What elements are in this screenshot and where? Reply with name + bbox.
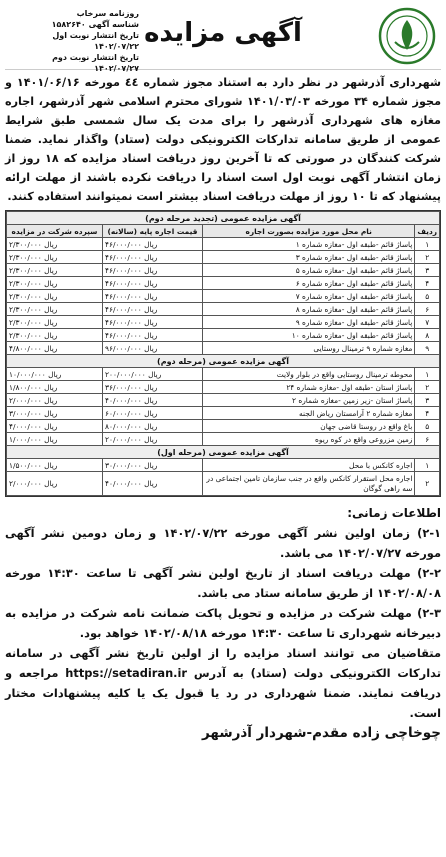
section-title-cell: آگهی مزایده عمومی (تجدید مرحله دوم) — [7, 212, 440, 225]
base-rent: ۶۰/۰۰۰/۰۰۰ ریال — [103, 407, 203, 420]
base-rent: ۴۰/۰۰۰/۰۰۰ ریال — [103, 472, 203, 496]
item-name: پاساژ قائم -طبقه اول -مغازه شماره ۷ — [203, 290, 415, 303]
deposit: ۴/۰۰۰/۰۰۰ ریال — [7, 420, 103, 433]
newspaper-name: روزنامه سرخاب — [76, 9, 139, 18]
ad-title: آگهی مزایده — [144, 18, 302, 48]
row-number: ۱ — [415, 368, 440, 381]
base-rent: ۳۰/۰۰۰/۰۰۰ ریال — [103, 459, 203, 472]
table-row — [7, 277, 440, 290]
intro-paragraph: شهرداری آذرشهر در نظر دارد به استناد مجوز شماره ٤٤ مورخه ۱۴۰۱/۰۶/۱۶ و مجوز شماره ۳۴ مورخه ۱۴۰۱/۰۳/۰۳ شورای محترم اسلامی شهر آذرشهر، اجاره مغازه های شهرداری آذرشهر را برای مدت یک سال شمسی طبق شرایط عمومی از طریق سامانه تدارکات الکترونیکی دولت (ستاد) واگذار نماید. ضمنا شرکت کنندگان در صورتی که تا آخرین روز دریافت اسناد مزایده که ۱۸ روز از زمان انتشار آگهی نوبت اول است اسناد را دریافت نکرده باشند از مهلت ارائه پیشنهاد که تا ۱۰ روز از مهلت دریافت اسناد بیشتر است نمیتوانند استفاده کنند. — [5, 76, 442, 203]
item-name: پاساژ قائم -طبقه اول -مغازه شماره ۵ — [203, 264, 415, 277]
table-row — [7, 472, 440, 496]
table-row — [7, 433, 440, 446]
item-name: اجاره محل استقرار کانکس واقع در جنب سازمان تامین اجتماعی در سه راهی گوگان — [203, 472, 415, 496]
item-name: پاساژ قائم -طبقه اول -مغازه شماره ۱۰ — [203, 329, 415, 342]
row-number: ۶ — [415, 303, 440, 316]
base-rent: ۴۶/۰۰۰/۰۰۰ ریال — [103, 238, 203, 251]
table-section-title — [7, 355, 440, 368]
table-row — [7, 303, 440, 316]
row-number: ۳ — [415, 394, 440, 407]
row-number: ۲ — [415, 381, 440, 394]
ad-header — [5, 4, 441, 73]
base-rent: ۸۰/۰۰۰/۰۰۰ ریال — [103, 420, 203, 433]
item-name: زمین مزروعی واقع در کوه ریوه — [203, 433, 415, 446]
base-rent: ۴۶/۰۰۰/۰۰۰ ریال — [103, 303, 203, 316]
deposit: ۲/۳۰۰/۰۰۰ ریال — [7, 303, 103, 316]
signature: چوخاچی زاده مقدم-شهردار آذرشهر — [202, 725, 441, 741]
deposit: ۴/۸۰۰/۰۰۰ ریال — [7, 342, 103, 355]
item-name: پاساژ استان -طبقه اول -مغازه شماره ۲۴ — [203, 381, 415, 394]
table-row — [7, 316, 440, 329]
deposit: ۲/۳۰۰/۰۰۰ ریال — [7, 329, 103, 342]
notes-section — [5, 503, 441, 723]
item-name: پاساژ قائم -طبقه اول -مغازه شماره ۶ — [203, 277, 415, 290]
item-name: پاساژ استان -زیر زمین -مغازه شماره ۲ — [203, 394, 415, 407]
column-header: قیمت اجاره پایه (سالانه) — [103, 225, 203, 238]
row-number: ۴ — [415, 407, 440, 420]
base-rent: ۴۶/۰۰۰/۰۰۰ ریال — [103, 264, 203, 277]
row-number: ۲ — [415, 251, 440, 264]
section-title-cell: آگهی مزایده عمومی (مرحله دوم) — [7, 355, 440, 368]
row-number: ۴ — [415, 277, 440, 290]
base-rent: ۴۶/۰۰۰/۰۰۰ ریال — [103, 277, 203, 290]
row-number: ۳ — [415, 264, 440, 277]
deposit: ۱۰/۰۰۰/۰۰۰ ریال — [7, 368, 103, 381]
deposit: ۲/۳۰۰/۰۰۰ ریال — [7, 290, 103, 303]
table-row — [7, 342, 440, 355]
deposit: ۳/۰۰۰/۰۰۰ ریال — [7, 407, 103, 420]
deposit: ۲/۳۰۰/۰۰۰ ریال — [7, 264, 103, 277]
deposit: ۲/۳۰۰/۰۰۰ ریال — [7, 277, 103, 290]
table-row — [7, 251, 440, 264]
base-rent: ۲۰۰/۰۰۰/۰۰۰ ریال — [103, 368, 203, 381]
row-number: ۸ — [415, 329, 440, 342]
item-name: باغ واقع در روستا قاضی جهان — [203, 420, 415, 433]
table-row — [7, 381, 440, 394]
base-rent: ۴۰/۰۰۰/۰۰۰ ریال — [103, 394, 203, 407]
base-rent: ۲۰/۰۰۰/۰۰۰ ریال — [103, 433, 203, 446]
note-item: ۲-۱) زمان اولین نشر آگهی مورخه ۱۴۰۲/۰۷/۲۲ و زمان دومین نشر آگهی مورخه ۱۴۰۲/۰۷/۲۷ می باشد. — [5, 526, 442, 560]
item-name: اجاره کانکس با محل — [203, 459, 415, 472]
item-name: پاساژ قائم -طبقه اول -مغازه شماره ۳ — [203, 251, 415, 264]
table-row — [7, 368, 440, 381]
publication-meta — [9, 8, 139, 74]
table-row — [7, 238, 440, 251]
item-name: محوطه ترمینال روستایی واقع در بلوار ولایت — [203, 368, 415, 381]
first-publish-date: تاریخ انتشار نوبت اول ۱۴۰۲/۰۷/۲۲ — [52, 31, 139, 51]
deposit: ۲/۳۰۰/۰۰۰ ریال — [7, 316, 103, 329]
note-item: متقاضیان می توانند اسناد مزایده را از اولین تاریخ نشر آگهی در سامانه تدارکات الکترونیکی دولت (ستاد) به آدرس https://setadiran.ir مراجعه و دریافت نمایند. ضمنا شهرداری در رد یا قبول یک یا کلیه پیشنهادات مختار است. — [5, 646, 442, 720]
column-header: ردیف — [415, 225, 440, 238]
deposit: ۲/۰۰۰/۰۰۰ ریال — [7, 394, 103, 407]
table-row — [7, 264, 440, 277]
notes-heading: اطلاعات زمانی: — [347, 506, 441, 520]
base-rent: ۴۶/۰۰۰/۰۰۰ ریال — [103, 316, 203, 329]
row-number: ۶ — [415, 433, 440, 446]
section-title-cell: آگهی مزایده عمومی (مرحله اول) — [7, 446, 440, 459]
base-rent: ۴۶/۰۰۰/۰۰۰ ریال — [103, 290, 203, 303]
base-rent: ۴۶/۰۰۰/۰۰۰ ریال — [103, 329, 203, 342]
row-number: ۹ — [415, 342, 440, 355]
table-row — [7, 394, 440, 407]
table-row — [7, 459, 440, 472]
table-row — [7, 329, 440, 342]
item-name: مغازه شماره ۲ آرامستان ریاض الجنه — [203, 407, 415, 420]
row-number: ۲ — [415, 472, 440, 496]
item-name: مغازه شماره ۹ ترمینال روستایی — [203, 342, 415, 355]
deposit: ۱/۰۰۰/۰۰۰ ریال — [7, 433, 103, 446]
table-section-title — [7, 212, 440, 225]
row-number: ۵ — [415, 290, 440, 303]
deposit: ۲/۳۰۰/۰۰۰ ریال — [7, 238, 103, 251]
row-number: ۱ — [415, 238, 440, 251]
auction-table — [6, 211, 440, 496]
note-item: ۲-۲) مهلت دریافت اسناد از تاریخ اولین نشر آگهی تا ساعت ۱۴:۳۰ مورخه ۱۴۰۲/۰۸/۰۸ از طریق سامانه ستاد می باشد. — [5, 566, 441, 600]
deposit: ۱/۵۰۰/۰۰۰ ریال — [7, 459, 103, 472]
column-header: نام محل مورد مزایده بصورت اجاره — [203, 225, 415, 238]
row-number: ۵ — [415, 420, 440, 433]
item-name: پاساژ قائم -طبقه اول -مغازه شماره ۹ — [203, 316, 415, 329]
item-name: پاساژ قائم -طبقه اول -مغازه شماره ۸ — [203, 303, 415, 316]
row-number: ۷ — [415, 316, 440, 329]
deposit: ۲/۳۰۰/۰۰۰ ریال — [7, 251, 103, 264]
base-rent: ۴۶/۰۰۰/۰۰۰ ریال — [103, 251, 203, 264]
column-header: سپرده شرکت در مزایده — [7, 225, 103, 238]
note-item: ۲-۳) مهلت شرکت در مزایده و تحویل پاکت ضمانت نامه شرکت در مزایده به دبیرخانه شهرداری تا ساعت ۱۴:۳۰ مورخه ۱۴۰۲/۰۸/۱۸ خواهد بود. — [5, 606, 441, 640]
deposit: ۲/۰۰۰/۰۰۰ ریال — [7, 472, 103, 496]
auction-table-wrap — [5, 210, 441, 497]
ad-id: شناسه آگهی ۱۵۸۲۶۴۰ — [51, 20, 139, 29]
base-rent: ۳۶/۰۰۰/۰۰۰ ریال — [103, 381, 203, 394]
table-row — [7, 407, 440, 420]
base-rent: ۹۶/۰۰۰/۰۰۰ ریال — [103, 342, 203, 355]
item-name: پاساژ قائم -طبقه اول -مغازه شماره ۱ — [203, 238, 415, 251]
row-number: ۱ — [415, 459, 440, 472]
table-section-title — [7, 446, 440, 459]
table-row — [7, 290, 440, 303]
table-row — [7, 420, 440, 433]
second-publish-date: تاریخ انتشار نوبت دوم ۱۴۰۲/۰۷/۲۷ — [52, 53, 139, 73]
deposit: ۱/۸۰۰/۰۰۰ ریال — [7, 381, 103, 394]
table-header-row — [7, 225, 440, 238]
